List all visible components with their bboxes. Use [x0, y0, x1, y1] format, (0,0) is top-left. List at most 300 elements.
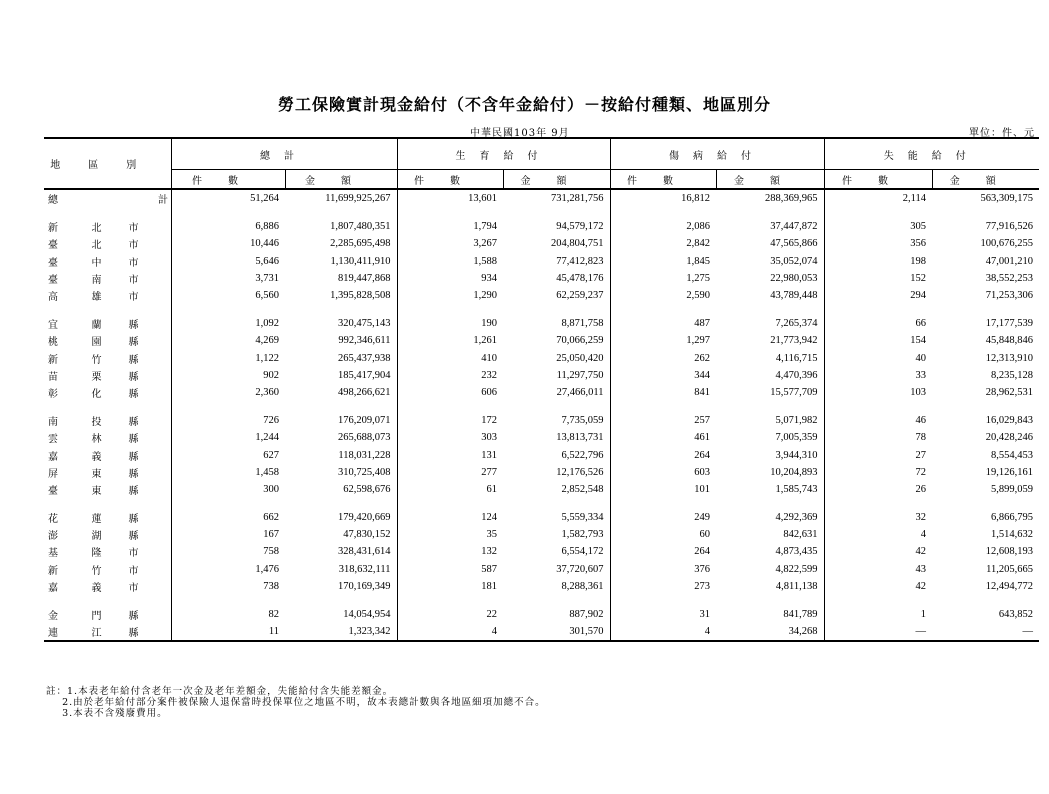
amount-cell: 47,001,210: [985, 255, 1033, 267]
group-header-maternity: 生育給付: [397, 138, 610, 170]
amount-cell: 27,466,011: [556, 386, 604, 398]
amount-cell: 25,050,420: [556, 352, 604, 364]
amount-cell: 8,235,128: [991, 369, 1033, 381]
count-cell: 662: [171, 509, 285, 526]
footnote: 註：1.本表老年給付含老年一次金及老年差額金，失能給付含失能差額金。: [46, 686, 394, 697]
amount-cell: 12,494,772: [985, 580, 1033, 592]
table-row: [44, 412, 1039, 429]
region-char: 縣: [128, 337, 139, 349]
table-row: [44, 606, 1039, 623]
spacer-row: [44, 401, 1039, 412]
amount-cell: 4,873,435: [775, 546, 818, 558]
count-cell: 26: [824, 481, 932, 498]
count-cell: 32: [824, 509, 932, 526]
amount-cell: 563,309,175: [980, 193, 1033, 205]
amount-cell: 7,735,059: [561, 415, 604, 427]
amount-cell: 1,395,828,508: [330, 290, 391, 302]
amount-cell: 5,559,334: [561, 512, 604, 524]
count-cell: 1,275: [610, 270, 716, 287]
table-row: [44, 218, 1039, 235]
table-row: [44, 509, 1039, 526]
amount-cell: 6,866,795: [991, 512, 1033, 524]
sub-header-amount: 金額: [285, 170, 397, 190]
region-char: 臺: [48, 257, 58, 269]
amount-cell: 4,470,396: [775, 369, 818, 381]
amount-cell: 37,720,607: [556, 563, 604, 575]
amount-cell: 43,789,448: [770, 290, 818, 302]
region-char: 竹: [91, 354, 102, 366]
count-cell: 277: [397, 464, 503, 481]
region-char: 東: [91, 468, 102, 480]
table-row: [44, 623, 1039, 641]
amount-cell: 62,259,237: [556, 290, 604, 302]
amount-cell: 265,437,938: [338, 352, 391, 364]
count-cell: 1,261: [397, 332, 503, 349]
amount-cell: 12,176,526: [556, 466, 604, 478]
region-char: 中: [91, 257, 102, 269]
amount-cell: 8,554,453: [991, 449, 1033, 461]
amount-cell: 10,204,893: [770, 466, 818, 478]
count-cell: 1,588: [397, 253, 503, 270]
region-cell: [44, 578, 171, 595]
amount-cell: 17,177,539: [985, 318, 1033, 330]
table-row: [44, 315, 1039, 332]
table-row: [44, 189, 1039, 207]
amount-cell: 12,313,910: [985, 352, 1033, 364]
sub-header-amount: 金額: [503, 170, 610, 190]
amount-cell: 1,323,342: [285, 623, 397, 641]
count-cell: 11: [171, 623, 285, 641]
table-row: [44, 578, 1039, 595]
count-cell: 4: [397, 623, 503, 641]
count-cell: 902: [171, 367, 285, 384]
count-cell: 1,290: [397, 287, 503, 304]
count-cell: 190: [397, 315, 503, 332]
amount-cell: 6,554,172: [561, 546, 604, 558]
amount-cell: 2,852,548: [561, 483, 604, 495]
count-cell: 257: [610, 412, 716, 429]
amount-cell: 100,676,255: [980, 238, 1033, 250]
region-char: 湖: [91, 531, 102, 543]
table-row: [44, 561, 1039, 578]
region-char: 縣: [128, 320, 139, 332]
count-cell: 1,092: [171, 315, 285, 332]
table-row: [44, 235, 1039, 252]
region-cell: [44, 287, 171, 304]
amount-cell: 992,346,611: [338, 335, 391, 347]
region-char: 花: [48, 514, 58, 526]
spacer-row: [44, 207, 1039, 218]
count-cell: 3,731: [171, 270, 285, 287]
amount-cell: 288,369,965: [765, 193, 818, 205]
region-char: 計: [158, 195, 168, 207]
amount-cell: 498,266,621: [338, 386, 391, 398]
count-cell: 1,244: [171, 429, 285, 446]
amount-cell: 38,552,253: [985, 272, 1033, 284]
amount-cell: 3,944,310: [775, 449, 818, 461]
count-cell: 181: [397, 578, 503, 595]
amount-cell: 77,916,526: [985, 221, 1033, 233]
amount-cell: 204,804,751: [551, 238, 604, 250]
group-header-disability: 失能給付: [824, 138, 1039, 170]
amount-cell: 77,412,823: [556, 255, 604, 267]
count-cell: 487: [610, 315, 716, 332]
region-cell: [44, 189, 171, 207]
region-cell: [44, 526, 171, 543]
region-char: 義: [91, 582, 102, 594]
amount-cell: 841,789: [783, 609, 818, 621]
amount-cell: 15,577,709: [770, 386, 818, 398]
count-cell: 356: [824, 235, 932, 252]
count-cell: 1,458: [171, 464, 285, 481]
unit-label: 單位：件、元: [969, 128, 1035, 139]
count-cell: 6,886: [171, 218, 285, 235]
count-cell: 627: [171, 446, 285, 463]
amount-cell: 320,475,143: [338, 318, 391, 330]
amount-cell: 14,054,954: [343, 609, 391, 621]
region-char: 連: [48, 628, 58, 640]
amount-cell: 20,428,246: [985, 432, 1033, 444]
region-char: 縣: [128, 434, 139, 446]
region-char: 嘉: [48, 451, 58, 463]
region-char: 投: [91, 417, 102, 429]
count-cell: 376: [610, 561, 716, 578]
count-cell: 2,114: [824, 189, 932, 207]
region-char: 新: [48, 223, 58, 235]
region-char: 東: [91, 485, 102, 497]
amount-cell: 28,962,531: [985, 386, 1033, 398]
amount-cell: 2,285,695,498: [330, 238, 391, 250]
count-cell: 103: [824, 384, 932, 401]
count-cell: 10,446: [171, 235, 285, 252]
region-char: 總: [48, 195, 58, 207]
amount-cell: 35,052,074: [770, 255, 818, 267]
region-char: 市: [128, 274, 139, 286]
count-cell: 2,360: [171, 384, 285, 401]
page-title: 勞工保險實計現金給付（不含年金給付）－按給付種類、地區別分: [277, 95, 771, 114]
region-char: 市: [128, 257, 139, 269]
region-char: 縣: [128, 485, 139, 497]
region-char: 蓮: [91, 514, 102, 526]
amount-cell: 19,126,161: [985, 466, 1033, 478]
region-char: 北: [91, 223, 102, 235]
group-header-sickness: 傷病給付: [610, 138, 824, 170]
count-cell: 16,812: [610, 189, 716, 207]
count-cell: 344: [610, 367, 716, 384]
count-cell: 587: [397, 561, 503, 578]
count-cell: 1: [824, 606, 932, 623]
spacer-row: [44, 498, 1039, 509]
amount-cell: 318,632,111: [338, 563, 391, 575]
count-cell: 1,794: [397, 218, 503, 235]
region-char: 縣: [128, 354, 139, 366]
amount-cell: 842,631: [783, 529, 818, 541]
region-char: 市: [128, 240, 139, 252]
amount-cell: 7,265,374: [775, 318, 818, 330]
count-cell: 60: [610, 526, 716, 543]
table-row: [44, 367, 1039, 384]
region-header: 地區別: [44, 138, 171, 189]
count-cell: 43: [824, 561, 932, 578]
region-char: 縣: [128, 628, 139, 640]
spacer-row: [44, 595, 1039, 606]
region-char: 澎: [48, 531, 58, 543]
table-row: [44, 543, 1039, 560]
count-cell: 172: [397, 412, 503, 429]
count-cell: 33: [824, 367, 932, 384]
region-cell: [44, 623, 171, 641]
amount-cell: 7,005,359: [775, 432, 818, 444]
count-cell: 154: [824, 332, 932, 349]
footnote: 3.本表不含殘廢費用。: [46, 708, 168, 719]
count-cell: 27: [824, 446, 932, 463]
region-char: 高: [48, 292, 58, 304]
count-cell: 82: [171, 606, 285, 623]
region-char: 縣: [128, 611, 139, 623]
amount-cell: 310,725,408: [338, 466, 391, 478]
count-cell: 738: [171, 578, 285, 595]
count-cell: 1,297: [610, 332, 716, 349]
count-cell: 78: [824, 429, 932, 446]
count-cell: 6,560: [171, 287, 285, 304]
count-cell: 42: [824, 543, 932, 560]
table-row: [44, 464, 1039, 481]
region-char: 縣: [128, 451, 139, 463]
region-char: 金: [48, 611, 58, 623]
count-cell: 132: [397, 543, 503, 560]
count-cell: 61: [397, 481, 503, 498]
region-char: 新: [48, 354, 58, 366]
count-cell: 1,845: [610, 253, 716, 270]
amount-cell: 170,169,349: [338, 580, 391, 592]
count-cell: 410: [397, 350, 503, 367]
amount-cell: 21,773,942: [770, 335, 818, 347]
amount-cell: 4,116,715: [775, 352, 818, 364]
count-cell: 4: [824, 526, 932, 543]
region-cell: [44, 543, 171, 560]
amount-cell: 4,811,138: [775, 580, 818, 592]
amount-cell: 62,598,676: [343, 483, 391, 495]
region-char: 蘭: [91, 320, 102, 332]
region-cell: [44, 384, 171, 401]
amount-cell: 5,071,982: [775, 415, 818, 427]
amount-cell: 4,822,599: [775, 563, 818, 575]
region-char: 嘉: [48, 582, 58, 594]
count-cell: 1,476: [171, 561, 285, 578]
region-cell: [44, 367, 171, 384]
sub-header-amount: 金額: [716, 170, 824, 190]
region-char: 南: [91, 274, 102, 286]
amount-cell: 13,813,731: [556, 432, 604, 444]
amount-cell: 11,699,925,267: [325, 193, 391, 205]
count-cell: 72: [824, 464, 932, 481]
table-row: [44, 446, 1039, 463]
region-char: 市: [128, 565, 139, 577]
amount-cell: 5,899,059: [991, 483, 1033, 495]
amount-cell: 176,209,071: [338, 415, 391, 427]
amount-cell: 1,807,480,351: [330, 221, 391, 233]
count-cell: 2,842: [610, 235, 716, 252]
count-cell: 249: [610, 509, 716, 526]
count-cell: 603: [610, 464, 716, 481]
count-cell: 131: [397, 446, 503, 463]
footnote: 2.由於老年給付部分案件被保險人退保當時投保單位之地區不明，故本表總計數與各地區細項加總不合。: [46, 697, 546, 708]
count-cell: 35: [397, 526, 503, 543]
count-cell: 934: [397, 270, 503, 287]
region-cell: [44, 481, 171, 498]
table-row: [44, 332, 1039, 349]
region-char: 隆: [91, 548, 102, 560]
count-cell: 3,267: [397, 235, 503, 252]
amount-cell: 265,688,073: [338, 432, 391, 444]
amount-cell: 887,902: [569, 609, 604, 621]
region-char: 林: [91, 434, 102, 446]
region-cell: [44, 464, 171, 481]
count-cell: 1,122: [171, 350, 285, 367]
region-cell: [44, 235, 171, 252]
amount-cell: 16,029,843: [985, 415, 1033, 427]
region-char: 市: [128, 292, 139, 304]
table-row: [44, 526, 1039, 543]
amount-cell: 37,447,872: [770, 221, 818, 233]
region-char: 基: [48, 548, 58, 560]
amount-cell: 819,447,868: [338, 272, 391, 284]
benefits-table: [44, 137, 1039, 642]
amount-cell: 4,292,369: [775, 512, 818, 524]
region-cell: [44, 412, 171, 429]
count-cell: 300: [171, 481, 285, 498]
count-cell: 305: [824, 218, 932, 235]
count-cell: 2,590: [610, 287, 716, 304]
count-cell: 4: [610, 623, 716, 641]
count-cell: 22: [397, 606, 503, 623]
region-char: 市: [128, 223, 139, 235]
region-char: 義: [91, 451, 102, 463]
count-cell: 758: [171, 543, 285, 560]
count-cell: 46: [824, 412, 932, 429]
amount-cell: 118,031,228: [338, 449, 391, 461]
region-char: 宜: [48, 320, 58, 332]
count-cell: 841: [610, 384, 716, 401]
region-cell: [44, 332, 171, 349]
region-cell: [44, 509, 171, 526]
count-cell: 124: [397, 509, 503, 526]
sub-header-count: 件數: [610, 170, 716, 190]
amount-cell: 22,980,053: [770, 272, 818, 284]
amount-cell: 45,848,846: [985, 335, 1033, 347]
amount-cell: 71,253,306: [985, 290, 1033, 302]
amount-cell: 1,585,743: [775, 483, 818, 495]
amount-cell: 45,478,176: [556, 272, 604, 284]
table-row: [44, 253, 1039, 270]
region-cell: [44, 253, 171, 270]
count-cell: 152: [824, 270, 932, 287]
region-cell: [44, 446, 171, 463]
amount-cell: 185,417,904: [338, 369, 391, 381]
amount-cell: 94,579,172: [556, 221, 604, 233]
amount-cell: 1,130,411,910: [330, 255, 391, 267]
region-char: 縣: [128, 417, 139, 429]
table-row: [44, 481, 1039, 498]
amount-cell: 34,268: [716, 623, 824, 641]
region-char: 雲: [48, 434, 58, 446]
count-cell: 13,601: [397, 189, 503, 207]
amount-cell: 8,288,361: [561, 580, 604, 592]
count-cell: 232: [397, 367, 503, 384]
region-char: 南: [48, 417, 58, 429]
amount-cell: 179,420,669: [338, 512, 391, 524]
amount-cell: 731,281,756: [551, 193, 604, 205]
count-cell: 273: [610, 578, 716, 595]
amount-cell: 47,565,866: [770, 238, 818, 250]
region-char: 臺: [48, 485, 58, 497]
region-char: 縣: [128, 514, 139, 526]
spacer-row: [44, 304, 1039, 315]
table-row: [44, 287, 1039, 304]
count-cell: 51,264: [171, 189, 285, 207]
amount-cell: 11,297,750: [556, 369, 604, 381]
region-char: 苗: [48, 371, 58, 383]
region-char: 栗: [91, 371, 102, 383]
region-char: 桃: [48, 337, 58, 349]
region-char: 門: [91, 611, 102, 623]
region-char: 雄: [91, 292, 102, 304]
count-cell: 303: [397, 429, 503, 446]
sub-header-amount: 金額: [932, 170, 1039, 190]
table-row: [44, 429, 1039, 446]
region-char: 化: [91, 388, 102, 400]
region-char: 屏: [48, 468, 58, 480]
count-cell: 5,646: [171, 253, 285, 270]
amount-cell: 1,582,793: [561, 529, 604, 541]
amount-cell: 47,830,152: [343, 529, 391, 541]
count-cell: 198: [824, 253, 932, 270]
group-header-total: 總計: [171, 138, 397, 170]
count-cell: 66: [824, 315, 932, 332]
region-char: 新: [48, 565, 58, 577]
region-char: 江: [91, 628, 102, 640]
amount-cell: 6,522,796: [561, 449, 604, 461]
count-cell: 101: [610, 481, 716, 498]
amount-cell: 328,431,614: [338, 546, 391, 558]
region-char: 彰: [48, 388, 58, 400]
count-cell: 31: [610, 606, 716, 623]
amount-cell: 8,871,758: [561, 318, 604, 330]
count-cell: 264: [610, 446, 716, 463]
sub-header-count: 件數: [171, 170, 285, 190]
date-subtitle: 中華民國103年 9月: [470, 128, 570, 139]
count-cell: 4,269: [171, 332, 285, 349]
footnotes: [46, 686, 546, 719]
table-row: [44, 270, 1039, 287]
amount-cell: 70,066,259: [556, 335, 604, 347]
amount-cell: 1,514,632: [991, 529, 1033, 541]
region-cell: [44, 315, 171, 332]
count-cell: —: [824, 623, 932, 641]
region-char: 縣: [128, 531, 139, 543]
amount-cell: 301,570: [503, 623, 610, 641]
region-char: 北: [91, 240, 102, 252]
count-cell: 461: [610, 429, 716, 446]
region-cell: [44, 350, 171, 367]
region-cell: [44, 606, 171, 623]
count-cell: 264: [610, 543, 716, 560]
count-cell: 167: [171, 526, 285, 543]
table-body: [44, 189, 1039, 641]
count-cell: 726: [171, 412, 285, 429]
count-cell: 42: [824, 578, 932, 595]
region-cell: [44, 561, 171, 578]
